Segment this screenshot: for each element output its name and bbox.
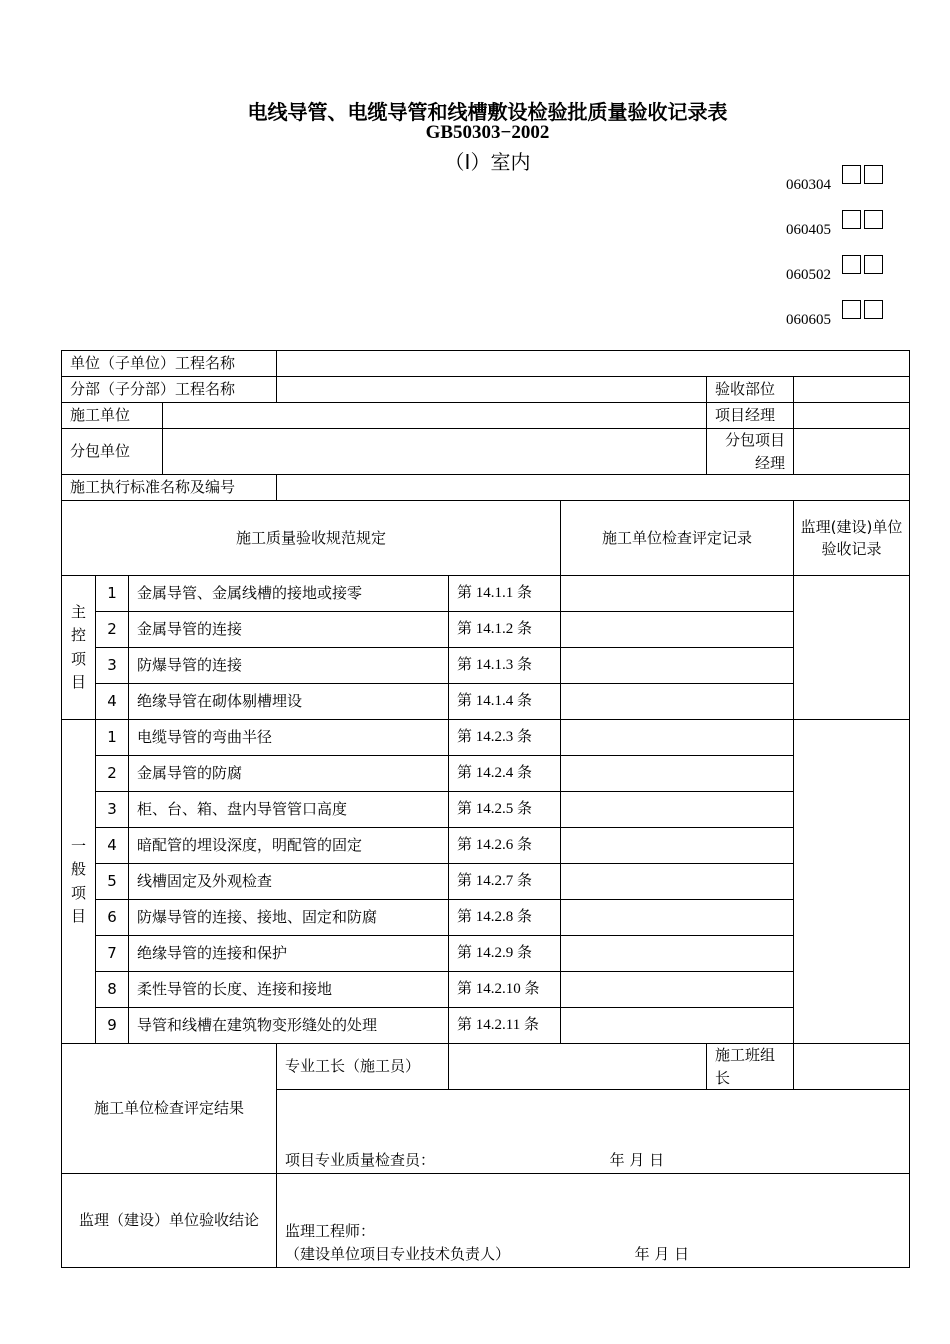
header-row <box>62 429 910 475</box>
inspection-record-table <box>61 350 910 1268</box>
item-clause: 第 14.2.8 条 <box>449 900 561 936</box>
table-row <box>62 648 910 684</box>
checkbox[interactable] <box>842 210 861 229</box>
contractor-record-cell[interactable] <box>561 936 794 972</box>
item-number: 2 <box>96 612 129 648</box>
contractor-record-cell[interactable] <box>561 576 794 612</box>
item-clause: 第 14.1.4 条 <box>449 684 561 720</box>
item-clause: 第 14.2.10 条 <box>449 972 561 1008</box>
checkbox[interactable] <box>842 165 861 184</box>
code-text: 060304 <box>786 177 831 193</box>
owner-tech-label: （建设单位项目专业技术负责人） <box>285 1244 511 1263</box>
supervisor-check-header: 监理(建设)单位验收记录 <box>794 501 910 576</box>
sub-project-manager-label: 分包项目经理 <box>707 429 794 475</box>
item-name: 防爆导管的连接 <box>129 648 449 684</box>
item-number: 3 <box>96 648 129 684</box>
footer-row <box>62 1174 910 1268</box>
contractor-record-cell[interactable] <box>561 684 794 720</box>
date-field: 年 月 日 <box>609 1150 665 1169</box>
sub-project-label: 分部（子分部）工程名称 <box>62 377 277 403</box>
form-code-2 <box>786 222 831 239</box>
foreman-field[interactable] <box>449 1044 707 1090</box>
item-clause: 第 14.2.9 条 <box>449 936 561 972</box>
column-header-row <box>62 501 910 576</box>
item-number: 4 <box>96 684 129 720</box>
item-name: 柜、台、箱、盘内导管管口高度 <box>129 792 449 828</box>
item-name: 绝缘导管在砌体剔槽埋设 <box>129 684 449 720</box>
supervisor-conclusion-label: 监理（建设）单位验收结论 <box>62 1174 277 1268</box>
form-code-1 <box>786 177 831 194</box>
header-row <box>62 377 910 403</box>
supervisor-record-cell[interactable] <box>794 720 910 1044</box>
table-row <box>62 684 910 720</box>
subcontractor-label: 分包单位 <box>62 429 163 475</box>
form-title: 电线导管、电缆导管和线槽敷设检验批质量验收记录表 <box>247 100 728 124</box>
table-row <box>62 720 910 756</box>
item-name: 电缆导管的弯曲半径 <box>129 720 449 756</box>
item-name: 金属导管的防腐 <box>129 756 449 792</box>
checkbox[interactable] <box>864 210 883 229</box>
standard-label: 施工执行标准名称及编号 <box>62 475 277 501</box>
contractor-record-cell[interactable] <box>561 1008 794 1044</box>
contractor-record-cell[interactable] <box>561 648 794 684</box>
checkbox[interactable] <box>864 165 883 184</box>
unit-project-field[interactable] <box>277 351 910 377</box>
item-number: 3 <box>96 792 129 828</box>
item-clause: 第 14.2.4 条 <box>449 756 561 792</box>
contractor-record-cell[interactable] <box>561 900 794 936</box>
table-row <box>62 1008 910 1044</box>
contractor-record-cell[interactable] <box>561 756 794 792</box>
contractor-field[interactable] <box>163 403 707 429</box>
contractor-record-cell[interactable] <box>561 864 794 900</box>
item-name: 防爆导管的连接、接地、固定和防腐 <box>129 900 449 936</box>
team-leader-field[interactable] <box>794 1044 910 1090</box>
sub-project-manager-field[interactable] <box>794 429 910 475</box>
item-clause: 第 14.2.5 条 <box>449 792 561 828</box>
supervisor-signature-area[interactable] <box>277 1174 910 1268</box>
item-number: 4 <box>96 828 129 864</box>
item-clause: 第 14.2.11 条 <box>449 1008 561 1044</box>
item-name: 柔性导管的长度、连接和接地 <box>129 972 449 1008</box>
item-name: 金属导管的连接 <box>129 612 449 648</box>
acceptance-part-label: 验收部位 <box>707 377 794 403</box>
table-row <box>62 756 910 792</box>
table-row <box>62 936 910 972</box>
item-number: 7 <box>96 936 129 972</box>
sub-project-field[interactable] <box>277 377 707 403</box>
contractor-label: 施工单位 <box>62 403 163 429</box>
form-code-4 <box>786 312 831 329</box>
general-items-label: 一 般 项 目 <box>62 720 96 1044</box>
checkbox[interactable] <box>864 300 883 319</box>
item-clause: 第 14.1.1 条 <box>449 576 561 612</box>
foreman-label: 专业工长（施工员） <box>277 1044 449 1090</box>
item-clause: 第 14.2.3 条 <box>449 720 561 756</box>
project-manager-field[interactable] <box>794 403 910 429</box>
checkbox[interactable] <box>842 300 861 319</box>
item-name: 绝缘导管的连接和保护 <box>129 936 449 972</box>
main-items-label: 主 控 项 目 <box>62 576 96 720</box>
table-row <box>62 900 910 936</box>
project-manager-label: 项目经理 <box>707 403 794 429</box>
table-row <box>62 828 910 864</box>
checkbox[interactable] <box>864 255 883 274</box>
item-clause: 第 14.2.7 条 <box>449 864 561 900</box>
form-code-3 <box>786 267 831 284</box>
code-text: 060405 <box>786 222 831 238</box>
contractor-check-header: 施工单位检查评定记录 <box>561 501 794 576</box>
item-name: 线槽固定及外观检查 <box>129 864 449 900</box>
code-text: 060605 <box>786 312 831 328</box>
header-row <box>62 351 910 377</box>
standard-field[interactable] <box>277 475 910 501</box>
header-row <box>62 475 910 501</box>
table-row <box>62 864 910 900</box>
item-number: 1 <box>96 576 129 612</box>
item-number: 2 <box>96 756 129 792</box>
contractor-result-label: 施工单位检查评定结果 <box>62 1044 277 1174</box>
contractor-record-cell[interactable] <box>561 612 794 648</box>
checkbox[interactable] <box>842 255 861 274</box>
spec-column-header: 施工质量验收规范规定 <box>62 501 561 576</box>
item-number: 8 <box>96 972 129 1008</box>
team-leader-label: 施工班组长 <box>707 1044 794 1090</box>
item-number: 1 <box>96 720 129 756</box>
table-row <box>62 972 910 1008</box>
item-clause: 第 14.2.6 条 <box>449 828 561 864</box>
item-clause: 第 14.1.2 条 <box>449 612 561 648</box>
unit-project-label: 单位（子单位）工程名称 <box>62 351 277 377</box>
date-field: 年 月 日 <box>634 1244 690 1263</box>
footer-row <box>62 1044 910 1090</box>
item-name: 金属导管、金属线槽的接地或接零 <box>129 576 449 612</box>
supervisor-record-cell[interactable] <box>794 576 910 720</box>
table-row <box>62 612 910 648</box>
header-row <box>62 403 910 429</box>
standard-code: GB50303−2002 <box>425 122 550 143</box>
subcontractor-field[interactable] <box>163 429 707 475</box>
acceptance-part-field[interactable] <box>794 377 910 403</box>
qc-signature-area[interactable] <box>277 1090 910 1174</box>
table-row <box>62 576 910 612</box>
contractor-record-cell[interactable] <box>561 720 794 756</box>
table-row <box>62 792 910 828</box>
qc-inspector-label: 项目专业质量检查员： <box>285 1150 436 1169</box>
code-text: 060502 <box>786 267 831 283</box>
item-clause: 第 14.1.3 条 <box>449 648 561 684</box>
contractor-record-cell[interactable] <box>561 792 794 828</box>
supervising-engineer-label: 监理工程师： <box>285 1222 376 1240</box>
item-name: 暗配管的埋设深度，明配管的固定 <box>129 828 449 864</box>
item-number: 6 <box>96 900 129 936</box>
contractor-record-cell[interactable] <box>561 972 794 1008</box>
item-number: 9 <box>96 1008 129 1044</box>
form-subtitle: （Ⅰ）室内 <box>444 150 531 174</box>
item-name: 导管和线槽在建筑物变形缝处的处理 <box>129 1008 449 1044</box>
contractor-record-cell[interactable] <box>561 828 794 864</box>
item-number: 5 <box>96 864 129 900</box>
